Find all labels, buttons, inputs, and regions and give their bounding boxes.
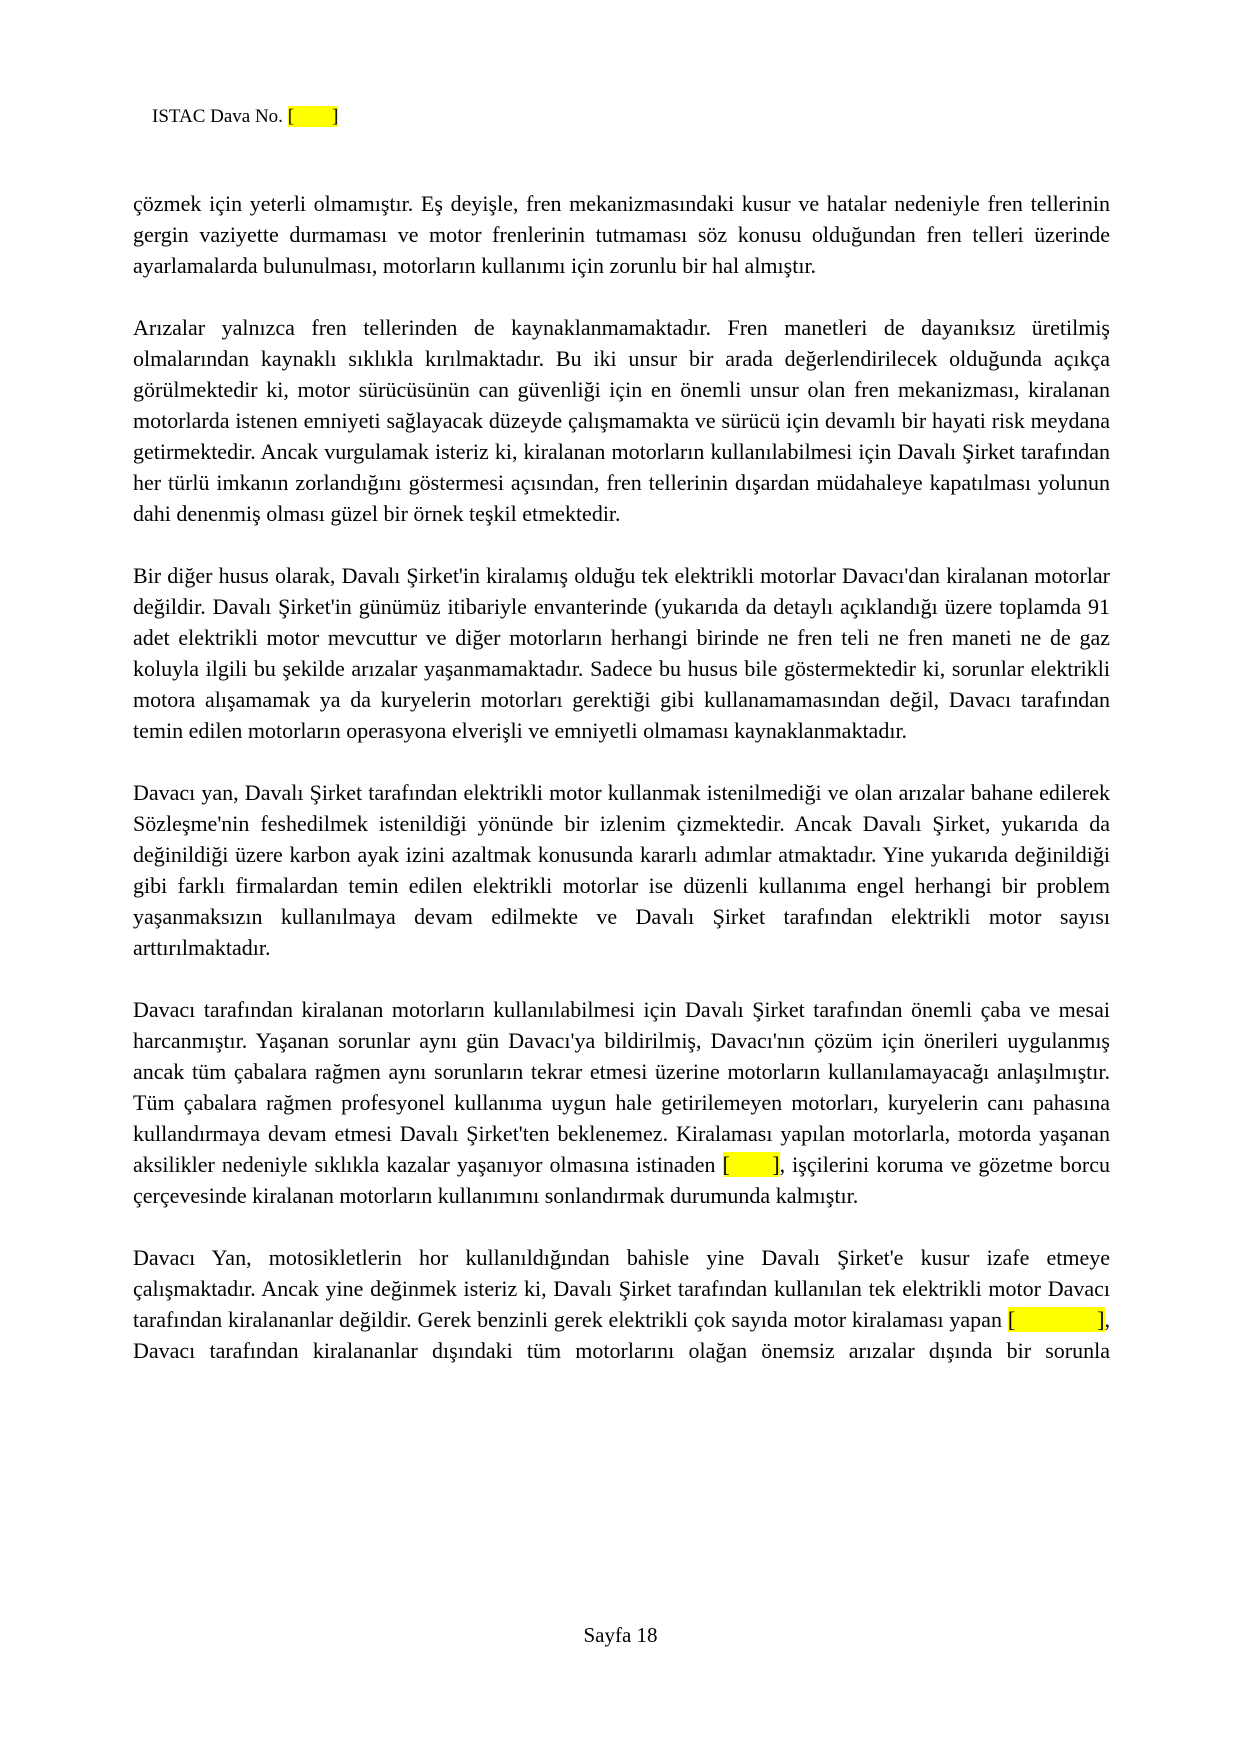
paragraph <box>133 312 1110 529</box>
text-segment: , işçilerini koruma ve gözetme borcu çerçevesinde kiralanan motorların kullanımını sonlandırmak durumunda kalmıştır. <box>133 1152 1111 1208</box>
page-footer <box>0 1620 1241 1651</box>
paragraph <box>133 188 1110 281</box>
redaction-highlight: [ ] <box>1007 1307 1105 1332</box>
paragraph <box>133 560 1110 746</box>
text-segment: , Davacı tarafından kiralananlar dışındaki tüm motorlarını olağan önemsiz arızalar dışında bir sorunla <box>133 1307 1110 1363</box>
text-segment: Davacı tarafından kiralanan motorların kullanılabilmesi için Davalı Şirket tarafından önemli çaba ve mesai harcanmıştır. Yaşanan sorunlar aynı gün Davacı'ya bildirilmiş, Davacı'nın çözüm için önerileri uygulanmış ancak tüm çabalara rağmen aynı sorunların tekrar etmesi üzerine motorların kullanılamayacağı anlaşılmıştır. Tüm çabalara rağmen profesyonel kullanıma uygun hale getirilemeyen motorları, kuryelerin canı pahasına kullandırmaya devam etmesi Davalı Şirket'ten beklenemez. Kiralaması yapılan motorlarla, motorda yaşanan aksilikler nedeniyle sıklıkla kazalar yaşanıyor olmasına istinaden <box>133 997 1110 1177</box>
case-number-redaction-highlight: [ ] <box>287 106 339 127</box>
text-segment: Davacı Yan, motosikletlerin hor kullanıldığından bahisle yine Davalı Şirket'e kusur izafe etmeye çalışmaktadır. Ancak yine değinmek isteriz ki, Davalı Şirket tarafından kullanılan tek elektrikli motor Davacı tarafından kiralananlar değildir. Gerek benzinli gerek elektrikli çok sayıda motor kiralaması yapan <box>133 1245 1110 1332</box>
paragraph <box>133 1242 1110 1366</box>
text-segment: Arızalar yalnızca fren tellerinden de kaynaklanmamaktadır. Fren manetleri de dayanıksız üretilmiş olmalarından kaynaklı sıklıkla kırılmaktadır. Bu iki unsur bir arada değerlendirilecek olduğunda açıkça görülmektedir ki, motor sürücüsünün can güvenliği için en önemli unsur olan fren mekanizması, kiralanan motorlarda istenen emniyeti sağlayacak düzeyde çalışmamakta ve sürücü için devamlı bir hayati risk meydana getirmektedir. Ancak vurgulamak isteriz ki, kiralanan motorların kullanılabilmesi için Davalı Şirket tarafından her türlü imkanın zorlandığını göstermesi açısından, fren tellerinin dışardan müdahaleye kapatılması yolunun dahi denenmiş olması güzel bir örnek teşkil etmektedir. <box>133 315 1110 526</box>
paragraph <box>133 994 1110 1211</box>
text-segment: Bir diğer husus olarak, Davalı Şirket'in kiralamış olduğu tek elektrikli motorlar Davacı'dan kiralanan motorlar değildir. Davalı Şirket'in günümüz itibariyle envanterinde (yukarıda da detaylı açıklandığı üzere toplamda 91 adet elektrikli motor mevcuttur ve diğer motorların herhangi birinde ne fren teli ne fren maneti ne de gaz koluyla ilgili bu şekilde arızalar yaşanmamaktadır. Sadece bu husus bile göstermektedir ki, sorunlar elektrikli motora alışamamak ya da kuryelerin motorları gerektiği gibi kullanamamasından değil, Davacı tarafından temin edilen motorların operasyona elverişli ve emniyetli olmaması kaynaklanmaktadır. <box>133 563 1110 743</box>
case-number-label: ISTAC Dava No. <box>152 106 288 127</box>
document-body <box>133 188 1110 1366</box>
paragraph <box>133 777 1110 963</box>
text-segment: Davacı yan, Davalı Şirket tarafından elektrikli motor kullanmak istenilmediği ve olan arızalar bahane edilerek Sözleşme'nin feshedilmek istenildiği yönünde bir izlenim çizmektedir. Ancak Davalı Şirket, yukarıda da değinildiği üzere karbon ayak izini azaltmak konusunda kararlı adımlar atmaktadır. Yine yukarıda değinildiği gibi farklı firmalardan temin edilen elektrikli motorlar ise düzenli kullanıma engel herhangi bir problem yaşanmaksızın kullanılmaya devam edilmekte ve Davalı Şirket tarafından elektrikli motor sayısı arttırılmaktadır. <box>133 780 1110 960</box>
redaction-highlight: [ ] <box>722 1152 780 1177</box>
page-number: Sayfa 18 <box>583 1623 658 1647</box>
text-segment: çözmek için yeterli olmamıştır. Eş deyişle, fren mekanizmasındaki kusur ve hatalar nedeniyle fren tellerinin gergin vaziyette durmaması ve motor frenlerinin tutmaması söz konusu olduğundan fren telleri üzerinde ayarlamalarda bulunulması, motorların kullanımı için zorunlu bir hal almıştır. <box>133 191 1110 278</box>
page-header <box>133 76 1110 157</box>
